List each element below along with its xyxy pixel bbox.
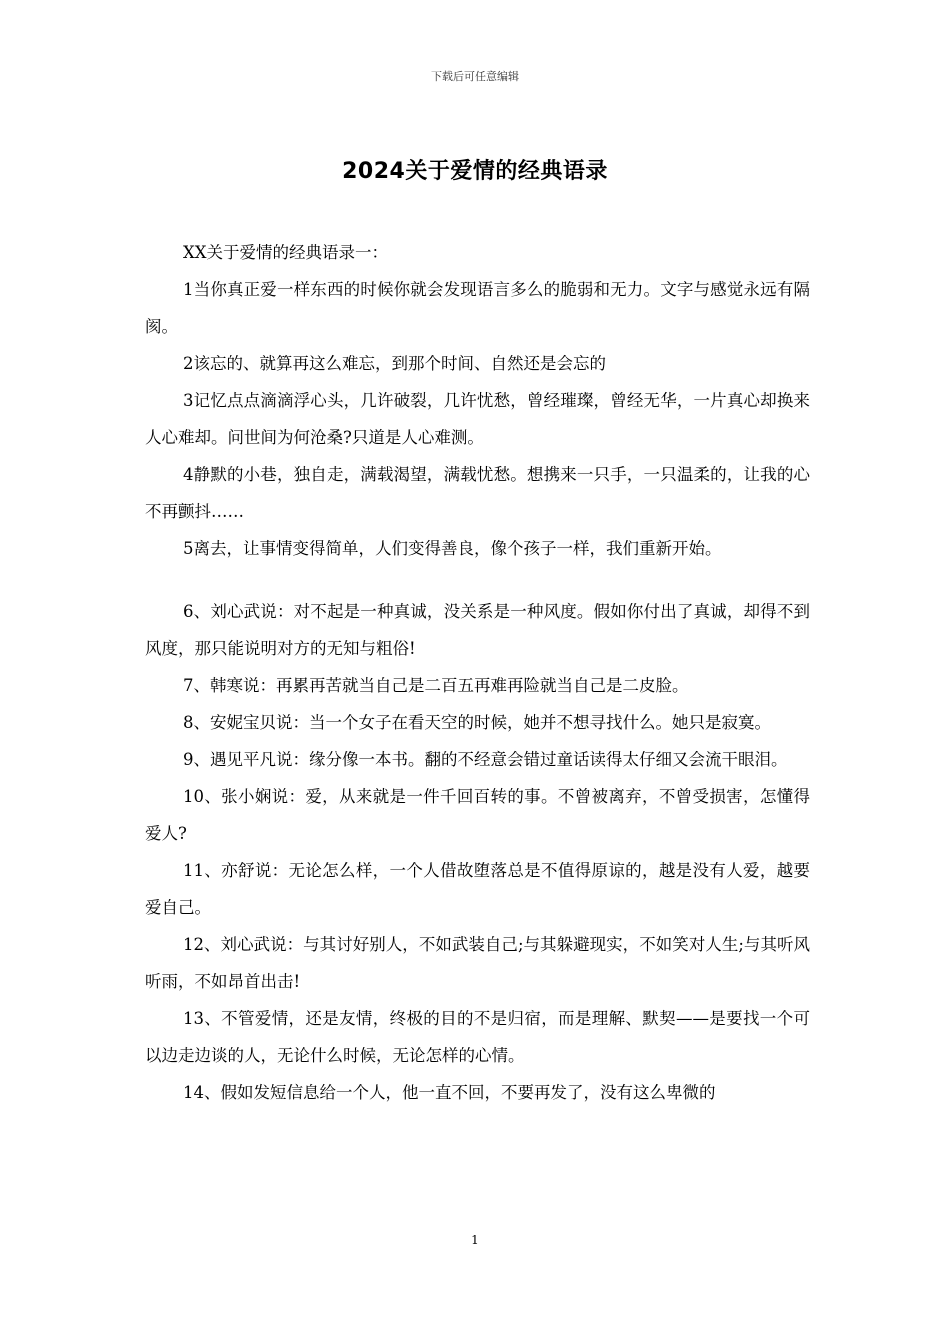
page-number: 1 [471,1233,479,1247]
paragraph-intro: XX关于爱情的经典语录一： [183,243,388,262]
paragraph-quote-5: 5离去，让事情变得简单，人们变得善良，像个孩子一样，我们重新开始。 [183,539,722,558]
paragraph-quote-10: 10、张小娴说：爱，从来就是一件千回百转的事。不曾被离弃，不曾受损害，怎懂得爱人? [145,787,810,843]
paragraph-quote-9: 9、遇见平凡说：缘分像一本书。翻的不经意会错过童话读得太仔细又会流干眼泪。 [183,750,788,769]
paragraph-gap [145,567,810,593]
header-note: 下载后可任意编辑 [431,70,519,83]
paragraph-quote-4: 4静默的小巷，独自走，满载渴望，满载忧愁。想携来一只手，一只温柔的，让我的心不再颤抖…… [145,465,810,521]
paragraph-quote-13: 13、不管爱情，还是友情，终极的目的不是归宿，而是理解、默契——是要找一个可以边走边谈的人，无论什么时候，无论怎样的心情。 [145,1009,810,1065]
document-title: 2024关于爱情的经典语录 [342,159,608,184]
paragraph-quote-6: 6、刘心武说：对不起是一种真诚，没关系是一种风度。假如你付出了真诚，却得不到风度，那只能说明对方的无知与粗俗! [145,602,810,658]
paragraph-quote-12: 12、刘心武说：与其讨好别人，不如武装自己;与其躲避现实，不如笑对人生;与其听风听雨，不如昂首出击! [145,935,810,991]
paragraph-quote-11: 11、亦舒说：无论怎么样，一个人借故堕落总是不值得原谅的，越是没有人爱，越要爱自己。 [145,861,810,917]
paragraph-quote-14: 14、假如发短信息给一个人，他一直不回，不要再发了，没有这么卑微的 [183,1083,716,1102]
paragraph-quote-7: 7、韩寒说：再累再苦就当自己是二百五再难再险就当自己是二皮脸。 [183,676,689,695]
paragraph-quote-1: 1当你真正爱一样东西的时候你就会发现语言多么的脆弱和无力。文字与感觉永远有隔阂。 [145,280,810,336]
paragraph-quote-8: 8、安妮宝贝说：当一个女子在看天空的时候，她并不想寻找什么。她只是寂寞。 [183,713,771,732]
paragraph-quote-3: 3记忆点点滴滴浮心头，几许破裂，几许忧愁，曾经璀璨，曾经无华，一片真心却换来人心难却。问世间为何沧桑?只道是人心难测。 [145,391,810,447]
paragraph-quote-2: 2该忘的、就算再这么难忘，到那个时间、自然还是会忘的 [183,354,606,373]
document-body [145,234,810,1111]
